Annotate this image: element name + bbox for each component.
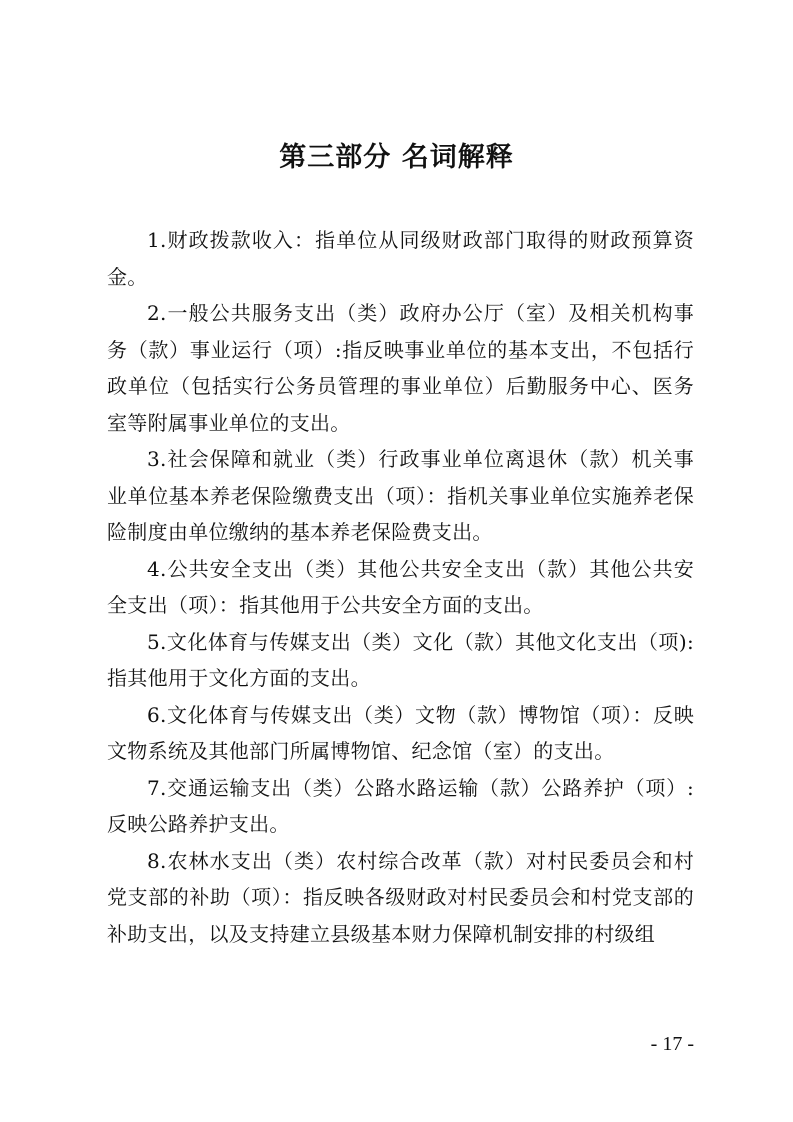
paragraph-8: 8.农林水支出（类）农村综合改革（款）对村民委员会和村党支部的补助（项）：指反映各级财政对村民委员会和村党支部的补助支出，以及支持建立县级基本财力保障机制安排的村级组 bbox=[107, 848, 694, 946]
paragraph-3: 3.社会保障和就业（类）行政事业单位离退休（款）机关事业单位基本养老保险缴费支出（项）：指机关事业单位实施养老保险制度由单位缴纳的基本养老保险费支出。 bbox=[107, 447, 694, 544]
paragraph-1: 1.财政拨款收入：指单位从同级财政部门取得的财政预算资金。 bbox=[107, 228, 694, 289]
paragraph-2: 2.一般公共服务支出（类）政府办公厅（室）及相关机构事务（款）事业运行（项）:指反映事业单位的基本支出，不包括行政单位（包括实行公务员管理的事业单位）后勤服务中心、医务室等附属事业单位的支出。 bbox=[107, 301, 694, 435]
paragraph-7: 7.交通运输支出（类）公路水路运输（款）公路养护（项）:反映公路养护支出。 bbox=[107, 775, 694, 836]
page-number: - 17 - bbox=[650, 1033, 694, 1055]
paragraph-4: 4.公共安全支出（类）其他公共安全支出（款）其他公共安全支出（项）：指其他用于公共安全方面的支出。 bbox=[107, 556, 694, 617]
body-text bbox=[107, 222, 694, 952]
page-title: 第三部分 名词解释 bbox=[279, 142, 514, 173]
paragraph-5: 5.文化体育与传媒支出（类）文化（款）其他文化支出（项):指其他用于文化方面的支出。 bbox=[107, 629, 694, 690]
paragraph-6: 6.文化体育与传媒支出（类）文物（款）博物馆（项）：反映文物系统及其他部门所属博物馆、纪念馆（室）的支出。 bbox=[107, 702, 694, 763]
